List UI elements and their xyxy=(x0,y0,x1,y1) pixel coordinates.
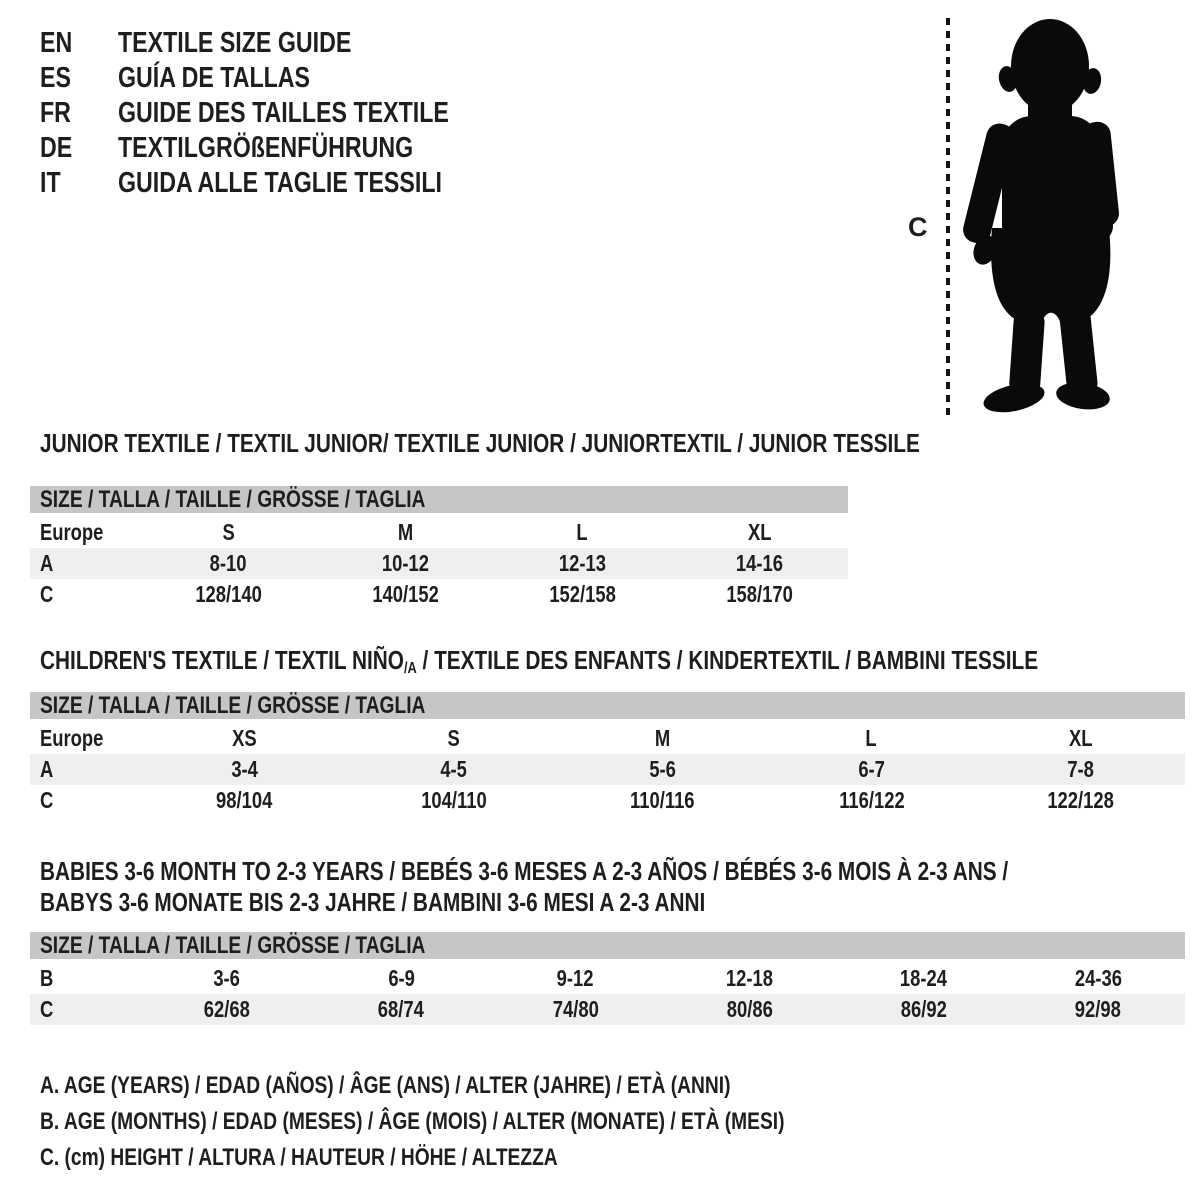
age-value: 8-10 xyxy=(210,550,247,576)
height-value: 68/74 xyxy=(378,996,425,1022)
language-row-de xyxy=(40,131,532,166)
row-label: Europe xyxy=(40,519,104,545)
table-row xyxy=(30,579,848,610)
age-value: 4-5 xyxy=(440,756,467,782)
size-value: XL xyxy=(747,519,772,545)
children-table-title: CHILDREN'S TEXTILE / TEXTIL $NIÑO_{/A}$ / TEXTILE DES ENFANTS / KINDERTEXTIL / BAMBINI TESSILE xyxy=(40,645,1039,677)
guide-title-de: TEXTILGRÖßENFÜHRUNG xyxy=(118,132,414,164)
children-size-table xyxy=(30,692,1185,816)
babies-table-title-line2: BABYS 3-6 MONATE BIS 2-3 JAHRE / BAMBINI 3-6 MESI A 2-3 ANNI xyxy=(40,887,706,917)
row-label: A xyxy=(40,550,54,576)
legend-height-cm: C. (cm) HEIGHT / ALTURA / HAUTEUR / HÖHE / ALTEZZA xyxy=(40,1144,558,1171)
size-value: L xyxy=(576,519,589,545)
months-value: 24-36 xyxy=(1074,965,1122,991)
age-value: 14-16 xyxy=(735,550,784,576)
legend-age-years: A. AGE (YEARS) / EDAD (AÑOS) / ÂGE (ANS) / ALTER (JAHRE) / ETÀ (ANNI) xyxy=(40,1072,731,1099)
size-value: S xyxy=(447,725,460,751)
language-title-list xyxy=(40,26,532,201)
row-label: C xyxy=(40,581,54,607)
language-row-en xyxy=(40,26,532,61)
size-value: XL xyxy=(1068,725,1093,751)
size-value: XS xyxy=(232,725,257,751)
size-value: S xyxy=(222,519,235,545)
row-label: C xyxy=(40,996,54,1022)
height-value: 104/110 xyxy=(420,787,487,813)
height-value: 110/116 xyxy=(630,787,695,813)
guide-title-it: GUIDA ALLE TAGLIE TESSILI xyxy=(118,167,442,199)
babies-size-table xyxy=(30,932,1185,1025)
legend-age-months: B. AGE (MONTHS) / EDAD (MESES) / ÂGE (MOIS) / ALTER (MONATE) / ETÀ (MESI) xyxy=(40,1108,785,1135)
height-value: 98/104 xyxy=(216,787,273,813)
months-value: 6-9 xyxy=(387,965,415,991)
guide-title-en: TEXTILE SIZE GUIDE xyxy=(118,27,352,59)
size-header-bar: SIZE / TALLA / TAILLE / GRÖSSE / TAGLIA xyxy=(30,932,1185,959)
height-value: 128/140 xyxy=(195,581,262,607)
language-row-es xyxy=(40,61,532,96)
months-value: 18-24 xyxy=(900,965,948,991)
size-header-bar: SIZE / TALLA / TAILLE / GRÖSSE / TAGLIA xyxy=(30,692,1185,719)
size-value: M xyxy=(397,519,414,545)
language-code: DE xyxy=(40,132,73,164)
row-label: A xyxy=(40,756,54,782)
size-value: L xyxy=(865,725,878,751)
height-value: 158/170 xyxy=(726,581,793,607)
height-value: 62/68 xyxy=(204,996,251,1022)
age-value: 12-13 xyxy=(558,550,607,576)
months-value: 9-12 xyxy=(556,965,594,991)
language-row-it xyxy=(40,166,532,201)
toddler-silhouette-icon xyxy=(962,16,1140,418)
measure-legend xyxy=(40,1068,971,1176)
table-row xyxy=(30,548,848,579)
table-row xyxy=(30,754,1185,785)
height-value: 140/152 xyxy=(372,581,439,607)
age-value: 6-7 xyxy=(858,756,885,782)
height-value: 92/98 xyxy=(1074,996,1121,1022)
height-measure-dashed-line xyxy=(946,18,950,416)
age-value: 10-12 xyxy=(381,550,430,576)
age-value: 3-4 xyxy=(231,756,258,782)
height-value: 122/128 xyxy=(1047,787,1114,813)
height-value: 80/86 xyxy=(726,996,773,1022)
language-row-fr xyxy=(40,96,532,131)
language-code: EN xyxy=(40,27,73,59)
guide-title-es: GUÍA DE TALLAS xyxy=(118,62,311,94)
row-label: B xyxy=(40,965,54,991)
table-row xyxy=(30,723,1185,754)
size-value: M xyxy=(654,725,671,751)
height-value: 116/122 xyxy=(838,787,905,813)
table-row xyxy=(30,517,848,548)
junior-size-table xyxy=(30,486,848,610)
language-code: FR xyxy=(40,97,71,129)
months-value: 12-18 xyxy=(726,965,774,991)
height-value: 152/158 xyxy=(549,581,616,607)
age-value: 7-8 xyxy=(1067,756,1094,782)
row-label: C xyxy=(40,787,54,813)
guide-title-fr: GUIDE DES TAILLES TEXTILE xyxy=(118,97,449,129)
height-value: 86/92 xyxy=(900,996,947,1022)
language-code: IT xyxy=(40,167,61,199)
language-code: ES xyxy=(40,62,71,94)
junior-table-title: JUNIOR TEXTILE / TEXTIL JUNIOR/ TEXTILE JUNIOR / JUNIORTEXTIL / JUNIOR TESSILE xyxy=(40,428,920,458)
row-label: Europe xyxy=(40,725,104,751)
table-row xyxy=(30,785,1185,816)
age-value: 5-6 xyxy=(649,756,676,782)
height-value: 74/80 xyxy=(552,996,599,1022)
height-measure-label: C xyxy=(908,212,928,242)
table-row xyxy=(30,963,1185,994)
babies-table-title-line1: BABIES 3-6 MONTH TO 2-3 YEARS / BEBÉS 3-6 MESES A 2-3 AÑOS / BÉBÉS 3-6 MOIS À 2-3 ANS / xyxy=(40,856,1009,886)
size-header-bar: SIZE / TALLA / TAILLE / GRÖSSE / TAGLIA xyxy=(30,486,848,513)
table-row xyxy=(30,994,1185,1025)
months-value: 3-6 xyxy=(213,965,241,991)
